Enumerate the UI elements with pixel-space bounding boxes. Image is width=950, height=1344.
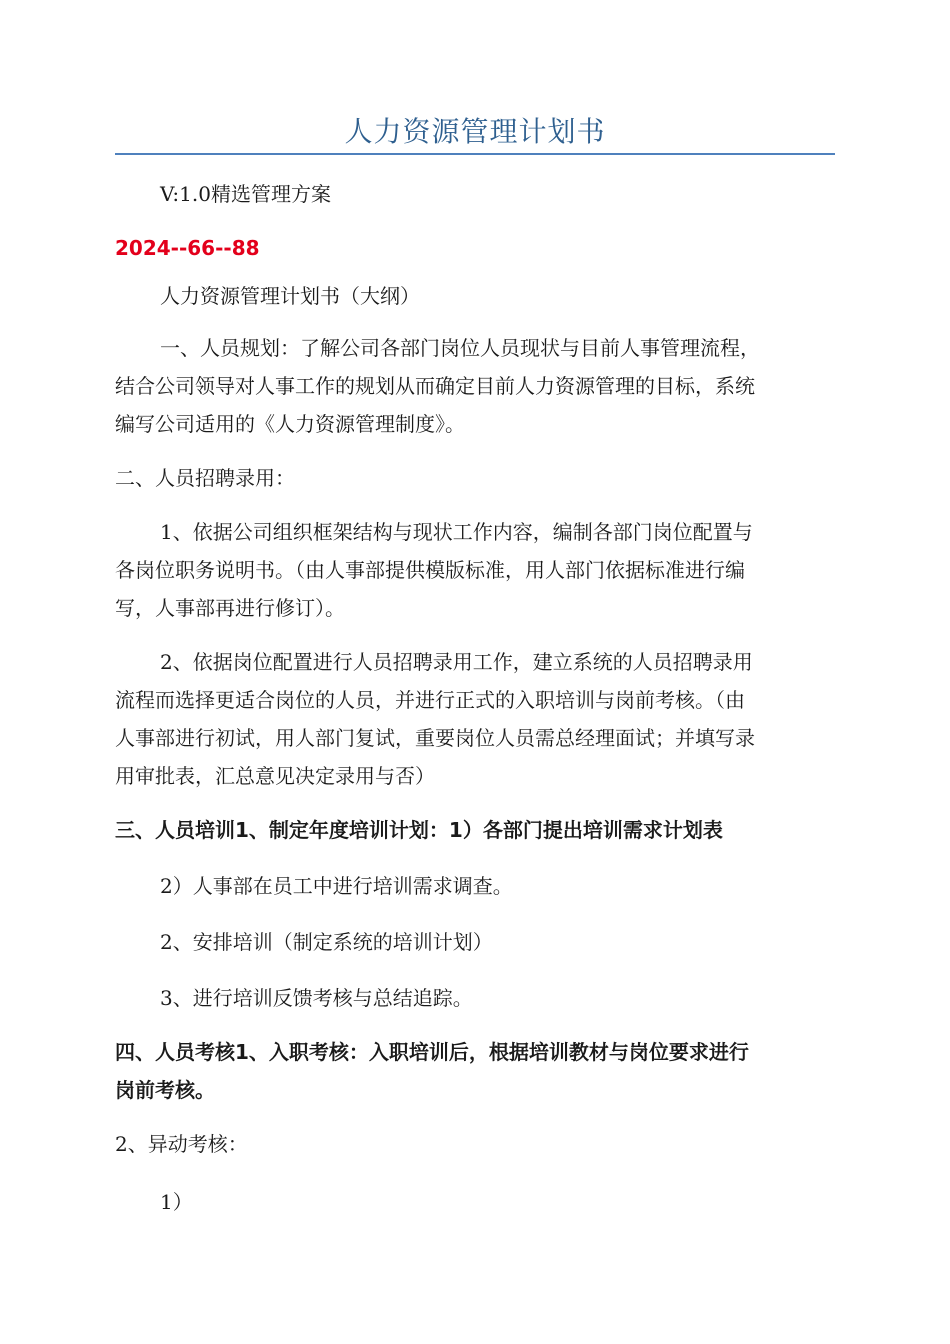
section-1-line-3: 编写公司适用的《人力资源管理制度》。 <box>115 412 465 436</box>
section-2-item-2-line-2: 流程而选择更适合岗位的人员，并进行正式的入职培训与岗前考核。（由 <box>115 688 745 712</box>
outline-title: 人力资源管理计划书（大纲） <box>160 284 420 308</box>
section-4-heading-line-2: 岗前考核。 <box>115 1078 215 1102</box>
version-line: V:1.0精选管理方案 <box>160 182 331 206</box>
section-4-item-2: 2、异动考核： <box>115 1132 248 1156</box>
section-3-heading: 三、人员培训1、制定年度培训计划：1）各部门提出培训需求计划表 <box>115 818 723 842</box>
section-1-line-1: 一、人员规划：了解公司各部门岗位人员现状与目前人事管理流程， <box>160 336 760 360</box>
section-2-heading: 二、人员招聘录用： <box>115 466 295 490</box>
document-title: 人力资源管理计划书 <box>344 115 606 148</box>
section-4-heading-line-1: 四、人员考核1、入职考核：入职培训后，根据培训教材与岗位要求进行 <box>115 1040 749 1064</box>
title-underline <box>115 153 835 155</box>
section-4-item-3: 1） <box>160 1190 193 1214</box>
section-2-item-2-line-3: 人事部进行初试，用人部门复试，重要岗位人员需总经理面试；并填写录 <box>115 726 755 750</box>
section-3-item-4: 3、进行培训反馈考核与总结追踪。 <box>160 986 473 1010</box>
section-2-item-1-line-2: 各岗位职务说明书。（由人事部提供模版标准，用人部门依据标准进行编 <box>115 558 745 582</box>
section-1-line-2: 结合公司领导对人事工作的规划从而确定目前人力资源管理的目标，系统 <box>115 374 755 398</box>
section-3-item-3: 2、安排培训（制定系统的培训计划） <box>160 930 493 954</box>
section-2-item-1-line-1: 1、依据公司组织框架结构与现状工作内容，编制各部门岗位配置与 <box>160 520 753 544</box>
section-2-item-1-line-3: 写，人事部再进行修订）。 <box>115 596 345 620</box>
section-3-item-2: 2）人事部在员工中进行培训需求调查。 <box>160 874 513 898</box>
section-2-item-2-line-1: 2、依据岗位配置进行人员招聘录用工作，建立系统的人员招聘录用 <box>160 650 753 674</box>
section-2-item-2-line-4: 用审批表，汇总意见决定录用与否） <box>115 764 435 788</box>
document-date: 2024--66--88 <box>115 236 260 260</box>
